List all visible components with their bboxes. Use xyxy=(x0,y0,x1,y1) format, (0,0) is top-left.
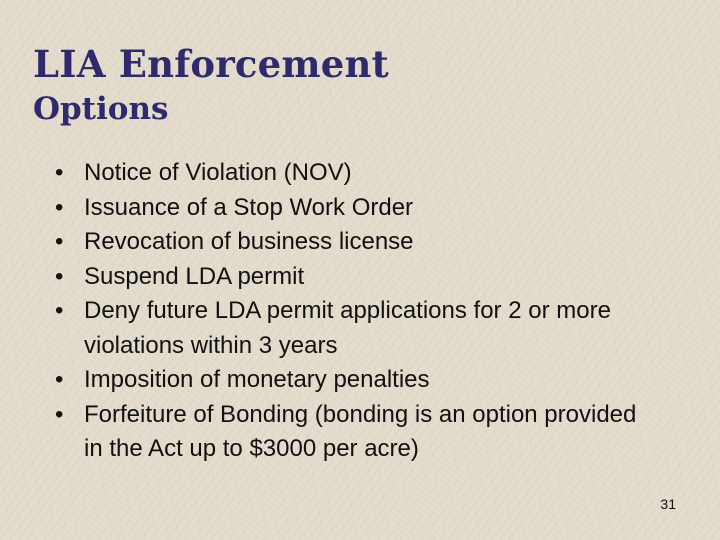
bullet-item xyxy=(0,398,644,467)
bullet-marker: • xyxy=(55,193,64,221)
bullet-marker: • xyxy=(55,400,64,428)
bullet-marker: • xyxy=(55,262,64,290)
bullet-item xyxy=(0,225,644,260)
bullet-marker: • xyxy=(55,159,64,186)
bullet-text: Notice of Violation (NOV) xyxy=(84,159,352,186)
title-line-2: Options xyxy=(33,91,169,127)
bullet-marker: • xyxy=(55,297,64,324)
bullet-item xyxy=(0,156,644,191)
bullet-item xyxy=(0,363,644,398)
bullet-text: Suspend LDA permit xyxy=(84,262,305,290)
bullet-text: Deny future LDA permit applications for 2 or more violations within 3 years xyxy=(84,297,611,359)
bullet-text: Imposition of monetary penalties xyxy=(84,366,430,393)
title-line-1: LIA Enforcement xyxy=(33,42,389,86)
bullet-list xyxy=(0,156,644,467)
bullet-text: Issuance of a Stop Work Order xyxy=(84,193,414,221)
bullet-text: Revocation of business license xyxy=(84,228,414,255)
bullet-text: Forfeiture of Bonding (bonding is an option provided in the Act up to $3000 per acre) xyxy=(84,400,637,462)
slide-title xyxy=(33,40,389,130)
bullet-marker: • xyxy=(55,366,64,393)
bullet-item xyxy=(0,294,644,363)
bullet-item xyxy=(0,191,644,226)
bullet-marker: • xyxy=(55,228,64,255)
page-number: 31 xyxy=(660,496,676,512)
bullet-item xyxy=(0,260,644,295)
